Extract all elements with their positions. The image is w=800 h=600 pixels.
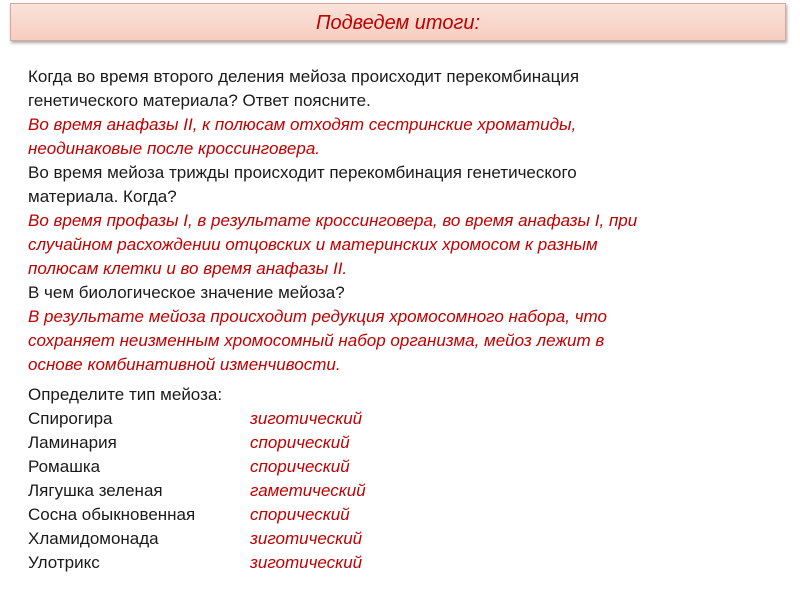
header-bar (10, 3, 786, 41)
table-row (28, 551, 778, 575)
answer-line: В результате мейоза происходит редукция хромосомного набора, что (28, 307, 607, 326)
meiosis-type-table (28, 383, 778, 575)
meiosis-type: спорический (250, 457, 350, 476)
organism-name: Лягушка зеленая (28, 481, 163, 500)
content (28, 65, 778, 575)
answer-line: основе комбинативной изменчивости. (28, 355, 341, 374)
organism-name: Ламинария (28, 433, 117, 452)
table-row (28, 407, 778, 431)
page-title: Подведем итоги: (315, 12, 480, 34)
question-line: генетического материала? Ответ поясните. (28, 91, 371, 110)
table-row (28, 503, 778, 527)
qa-block-3 (28, 281, 778, 377)
table-row (28, 431, 778, 455)
meiosis-type: зиготический (250, 409, 363, 428)
organism-name: Сосна обыкновенная (28, 505, 196, 524)
table-row (28, 527, 778, 551)
question-line: Когда во время второго деления мейоза происходит перекомбинация (28, 67, 580, 86)
answer-line: сохраняет неизменным хромосомный набор организма, мейоз лежит в (28, 331, 605, 350)
qa-block-2 (28, 161, 778, 281)
answer-line: полюсам клетки и во время анафазы II. (28, 259, 348, 278)
meiosis-type: зиготический (250, 553, 363, 572)
answer-line: неодинаковые после кроссинговера. (28, 139, 321, 158)
table-heading: Определите тип мейоза: (28, 385, 223, 404)
question-line: В чем биологическое значение мейоза? (28, 283, 345, 302)
question-line: Во время мейоза трижды происходит перекомбинация генетического (28, 163, 577, 182)
organism-name: Ромашка (28, 457, 101, 476)
meiosis-type: спорический (250, 433, 350, 452)
meiosis-type: зиготический (250, 529, 363, 548)
organism-name: Улотрикс (28, 553, 100, 572)
qa-block-1 (28, 65, 778, 161)
table-row (28, 455, 778, 479)
answer-line: случайном расхождении отцовских и материнских хромосом к разным (28, 235, 598, 254)
meiosis-type: спорический (250, 505, 350, 524)
answer-line: Во время профазы I, в результате кроссинговера, во время анафазы I, при (28, 211, 638, 230)
question-line: материала. Когда? (28, 187, 177, 206)
organism-name: Хламидомонада (28, 529, 159, 548)
answer-line: Во время анафазы II, к полюсам отходят сестринские хроматиды, (28, 115, 577, 134)
table-row (28, 479, 778, 503)
meiosis-type: гаметический (250, 481, 366, 500)
organism-name: Спирогира (28, 409, 113, 428)
